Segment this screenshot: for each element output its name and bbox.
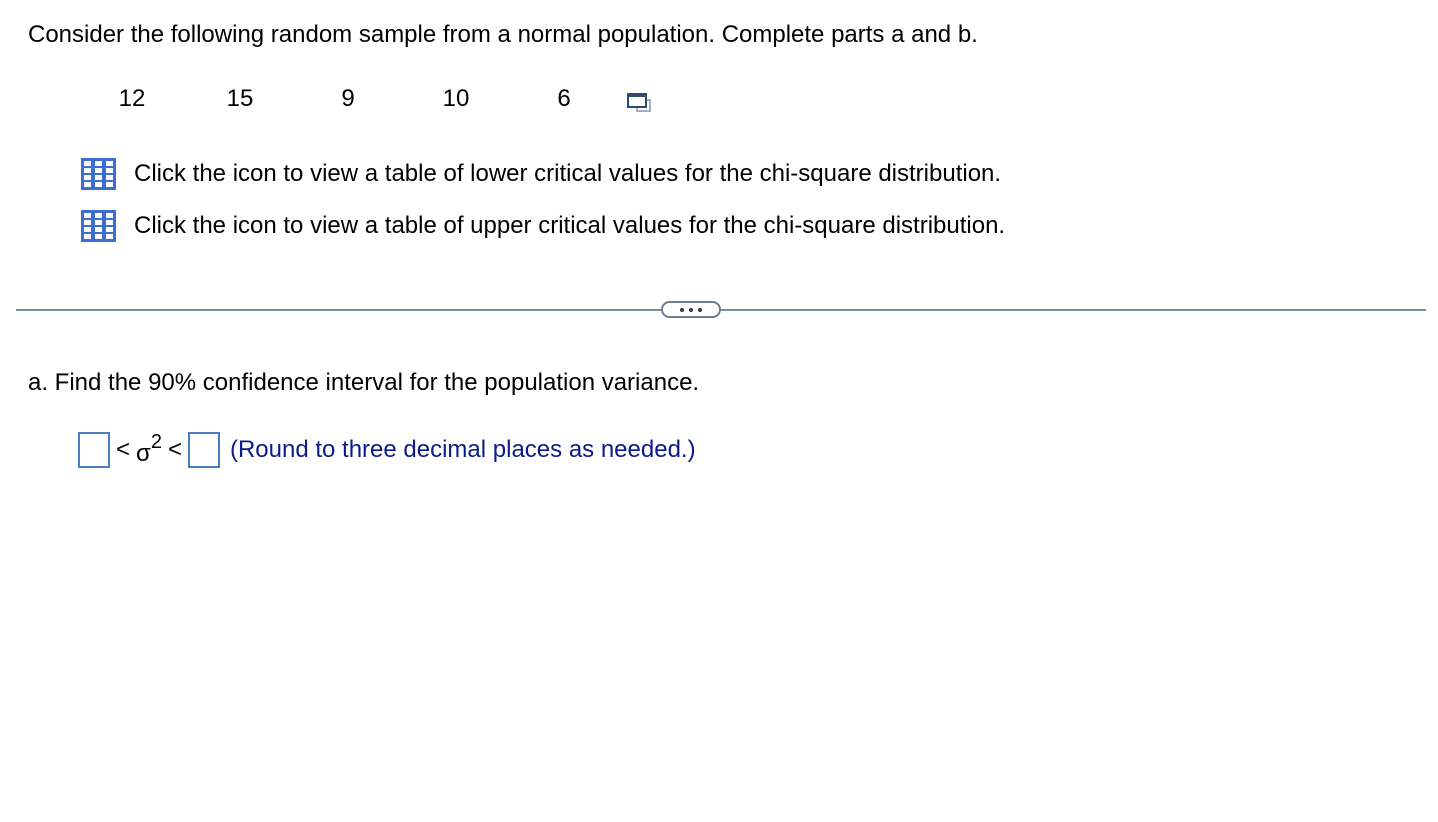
ellipsis-icon [689, 308, 693, 312]
exponent: 2 [150, 431, 162, 453]
table-grid-icon[interactable] [80, 157, 117, 191]
sample-value: 15 [226, 85, 254, 112]
sample-value: 6 [557, 85, 571, 112]
section-divider [16, 309, 1426, 311]
sample-value: 10 [442, 85, 470, 112]
less-than-symbol: < [167, 436, 182, 463]
rounding-hint: (Round to three decimal places as needed.) [229, 436, 696, 463]
sample-data-row [0, 84, 700, 114]
sigma-squared [136, 431, 162, 469]
ellipsis-icon [698, 308, 702, 312]
sample-value: 9 [341, 85, 355, 112]
table-grid-icon[interactable] [80, 209, 117, 243]
copy-data-icon[interactable] [626, 91, 652, 113]
lower-critical-values-link[interactable] [80, 157, 1001, 191]
sigma-symbol: σ [136, 440, 151, 467]
upper-critical-values-text: Click the icon to view a table of upper critical values for the chi-square distribution. [134, 212, 1006, 239]
sample-value: 12 [118, 85, 146, 112]
lower-bound-input[interactable] [78, 432, 110, 468]
ellipsis-icon [680, 308, 684, 312]
question-text: Consider the following random sample from a normal population. Complete parts a and b. [28, 21, 978, 48]
answer-row [78, 430, 696, 470]
less-than-symbol: < [116, 436, 131, 463]
part-a-prompt: a. Find the 90% confidence interval for the population variance. [28, 369, 700, 396]
upper-bound-input[interactable] [188, 432, 220, 468]
more-button[interactable] [661, 301, 721, 318]
lower-critical-values-text: Click the icon to view a table of lower critical values for the chi-square distribution. [134, 160, 1002, 187]
upper-critical-values-link[interactable] [80, 209, 1005, 243]
